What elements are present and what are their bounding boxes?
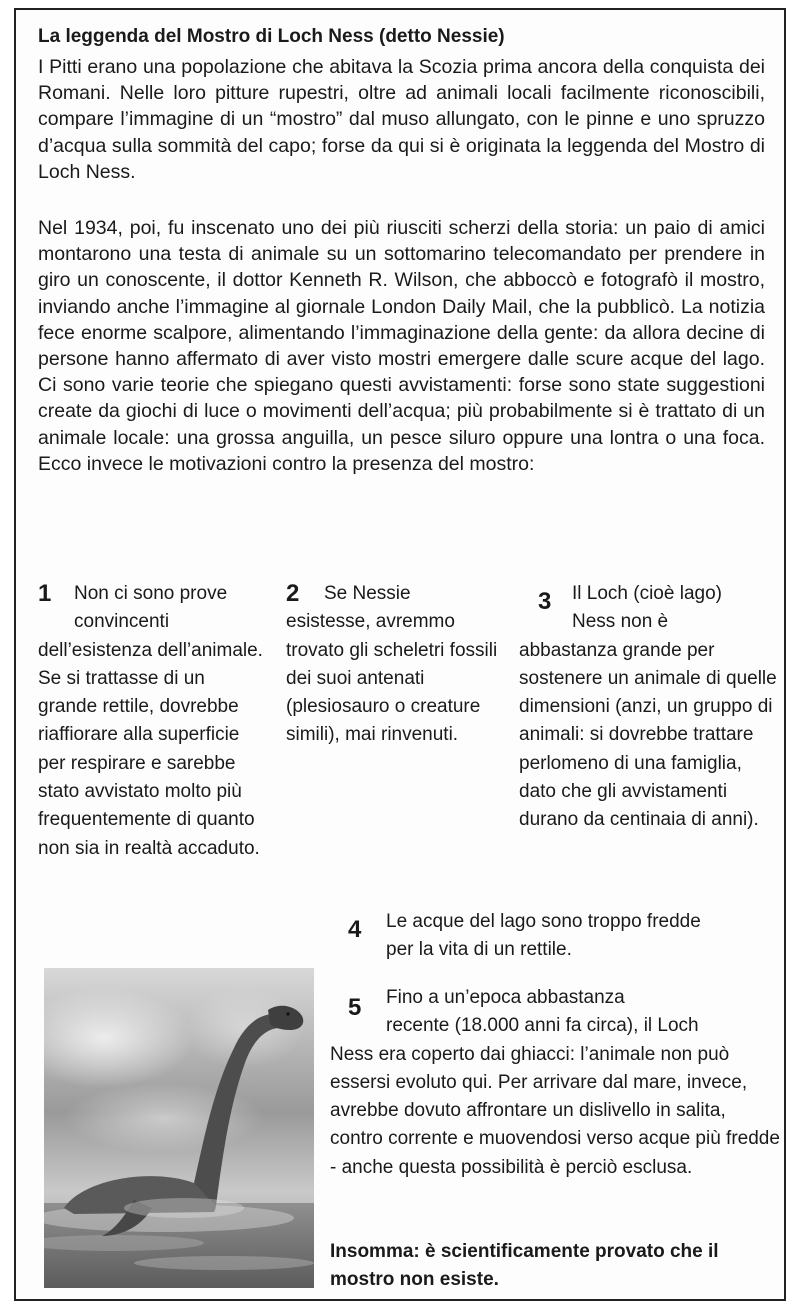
point-1-line-2: convincenti [74,611,170,633]
point-4-line-2: per la vita di un rettile. [386,939,572,961]
hoax-paragraph: Nel 1934, poi, fu inscenato uno dei più riusciti scherzi della storia: un paio di amici montarono una testa di animale su un sottomarino telecomandato per prendere in giro un conoscente, il dottor Kenneth R. Wilson, che abboccò e fotografò il mostro, inviando anche l’immagine al giornale London Daily Mail, che la pubblicò. La notizia fece enorme scalpore, alimentando l’immaginazione della gente: da allora decine di persone hanno affermato di aver visto mostri emergere dalle scure acque del lago. Ci sono varie teorie che spiegano questi avvistamenti: forse sono state suggestioni create da giochi di luce o movimenti dell’acqua; più probabilmente si è trattato di un animale locale: una grossa anguilla, un pesce siluro oppure una lontra o una foca. Ecco invece le motivazioni contro la presenza del mostro: [38,217,765,475]
point-number-3: 3 [538,588,552,615]
point-number-1: 1 [38,580,52,607]
point-1-body: dell’esistenza dell’animale. Se si trattasse di un grande rettile, dovrebbe riaffiorare alla superficie per respirare e sarebbe stato avvistato molto più frequentemente di quanto non sia in realtà accaduto. [38,639,263,859]
article-box [14,8,786,1301]
point-number-2: 2 [286,580,300,607]
nessie-illustration [44,968,314,1288]
point-5-line-2: recente (18.000 anni fa circa), il Loch [386,1015,699,1037]
point-5-text [330,984,780,1182]
point-2-text [286,580,506,750]
point-5-body: Ness era coperto dai ghiacci: l’animale non può essersi evoluto qui. Per arrivare dal mare, invece, avrebbe dovuto affrontare un dislivello in salita, contro corrente e muovendosi verso acque più fredde - anche questa possibilità è perciò esclusa. [330,1043,780,1178]
conclusion: Insomma: è scientificamente provato che il mostro non esiste. [330,1241,719,1290]
point-4-line-1: Le acque del lago sono troppo fredde [386,911,701,932]
article-title: La leggenda del Mostro di Loch Ness (detto Nessie) [38,26,505,47]
point-2-line-1: Se Nessie [324,583,411,604]
point-3-body: abbastanza grande per sostenere un animale di quelle dimensioni (anzi, un gruppo di animali: si dovrebbe trattare perlomeno di una famiglia, dato che gli avvistamenti durano da centinaia di anni). [519,639,777,831]
point-3-text [519,580,779,835]
point-3-line-1: Il Loch (cioè lago) [572,583,722,604]
point-4-text [386,908,776,965]
point-2-body: esistesse, avremmo trovato gli scheletri fossili dei suoi antenati (plesiosauro o creature simili), mai rinvenuti. [286,611,498,746]
point-5-line-1: Fino a un’epoca abbastanza [386,987,625,1008]
point-number-4: 4 [348,916,362,943]
point-1-text [38,580,268,863]
intro-paragraph: I Pitti erano una popolazione che abitava la Scozia prima ancora della conquista dei Romani. Nelle loro pitture rupestri, oltre ad animali locali facilmente riconoscibili, compare l’immagine di un “mostro” dal muso allungato, con le pinne e uno spruzzo d’acqua sulla sommità del capo; forse da qui si è originata la leggenda del Mostro di Loch Ness. [38,56,765,183]
point-1-line-1: Non ci sono prove [74,583,228,604]
point-number-5: 5 [348,994,362,1021]
point-3-line-2: Ness non è [572,611,669,633]
